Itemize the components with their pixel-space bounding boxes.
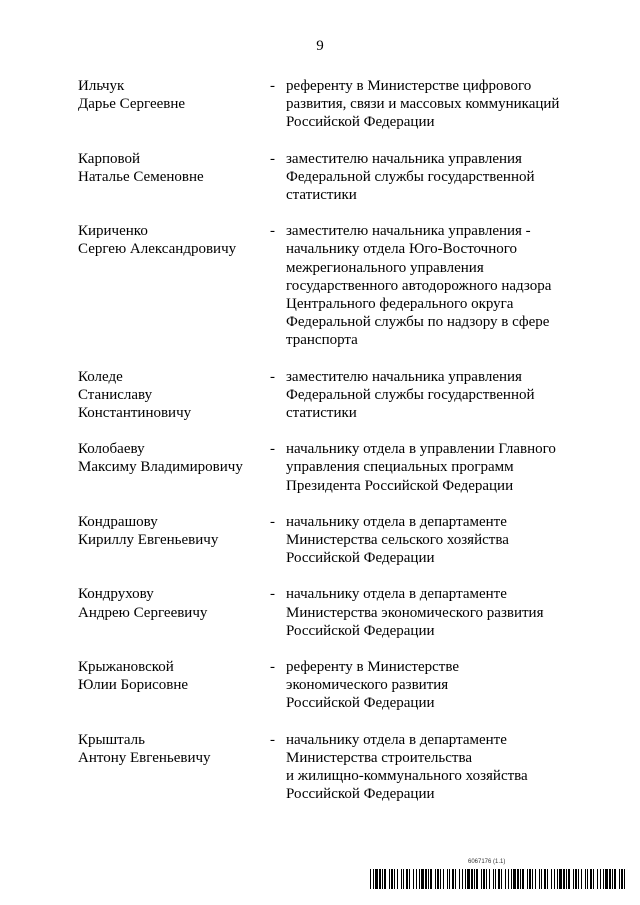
position-title-line: Российской Федерации (286, 114, 435, 131)
person-name-line: Кондрашову (78, 513, 158, 530)
person-name (78, 513, 270, 568)
position-title-line: Президента Российской Федерации (286, 477, 514, 494)
position-title-line: Министерства сельского хозяйства (286, 532, 509, 549)
position-title-line: заместителю начальника управления (286, 150, 522, 167)
position-title-line: Российской Федерации (286, 622, 435, 639)
position-title-line: Российской Федерации (286, 550, 435, 567)
list-item (78, 222, 578, 349)
person-name-line: Юлии Борисовне (78, 677, 189, 694)
position-title-line: статистики (286, 187, 357, 204)
person-name-line: Крыжановской (78, 659, 174, 676)
list-item (78, 585, 578, 640)
person-name-line: Андрею Сергеевичу (78, 604, 208, 621)
document-code: 6067176 (1.1) (468, 859, 506, 865)
position-title (286, 731, 578, 804)
separator-dash: - (270, 731, 275, 748)
position-title (286, 585, 578, 640)
person-name (78, 150, 270, 205)
person-name-line: Колобаеву (78, 441, 145, 458)
person-name (78, 440, 270, 495)
position-title-line: начальнику отдела в департаменте (286, 586, 507, 603)
list-item (78, 440, 578, 495)
person-name-line: Кириллу Евгеньевичу (78, 532, 219, 549)
person-name (78, 368, 270, 423)
position-title-line: Российской Федерации (286, 786, 435, 803)
position-title-line: и жилищно-коммунального хозяйства (286, 768, 528, 785)
list-item (78, 368, 578, 423)
list-item (78, 731, 578, 804)
position-title-line: Федеральной службы по надзору в сфере (286, 314, 550, 331)
separator-dash: - (270, 586, 275, 603)
position-title (286, 658, 578, 713)
separator-dash: - (270, 78, 275, 94)
list-item (78, 150, 578, 205)
position-title (286, 368, 578, 423)
person-name-line: Крышталь (78, 731, 145, 748)
person-name (78, 731, 270, 804)
position-title-line: референту в Министерстве цифрового (286, 78, 532, 94)
position-title-line: начальнику отдела в департаменте (286, 513, 507, 530)
list-item (78, 77, 578, 132)
position-title-line: транспорта (286, 332, 358, 349)
person-name-line: Сергею Александровичу (78, 241, 237, 258)
position-title (286, 222, 578, 349)
person-name-line: Станиславу (78, 386, 153, 403)
position-title-line: начальнику отдела в управлении Главного (286, 441, 556, 458)
person-name (78, 222, 270, 349)
position-title-line: Федеральной службы государственной (286, 386, 535, 403)
person-name-line: Кириченко (78, 223, 148, 240)
position-title-line: Центрального федерального округа (286, 296, 514, 313)
separator-dash: - (270, 513, 275, 530)
person-name-line: Кондрухову (78, 586, 154, 603)
separator-dash: - (270, 659, 275, 676)
barcode-icon (370, 869, 626, 889)
position-title-line: Министерства строительства (286, 749, 473, 766)
person-name-line: Дарье Сергеевне (78, 96, 186, 113)
position-title-line: референту в Министерстве (286, 659, 459, 676)
position-title-line: Федеральной службы государственной (286, 168, 535, 185)
person-name-line: Наталье Семеновне (78, 168, 204, 185)
position-title (286, 513, 578, 568)
position-title-line: Министерства экономического развития (286, 604, 544, 621)
person-name-line: Антону Евгеньевичу (78, 749, 211, 766)
position-title-line: начальнику отдела в департаменте (286, 731, 507, 748)
list-item (78, 658, 578, 713)
person-name (78, 585, 270, 640)
person-name-line: Карповой (78, 150, 140, 167)
list-item (78, 513, 578, 568)
position-title-line: государственного автодорожного надзора (286, 277, 552, 294)
position-title (286, 150, 578, 205)
separator-dash: - (270, 368, 275, 385)
person-name-line: Максиму Владимировичу (78, 459, 243, 476)
award-list (78, 77, 578, 822)
person-name-line: Константиновичу (78, 405, 192, 422)
position-title-line: развития, связи и массовых коммуникаций (286, 96, 560, 113)
person-name (78, 658, 270, 713)
person-name-line: Коледе (78, 368, 123, 385)
separator-dash: - (270, 150, 275, 167)
person-name-line: Ильчук (78, 78, 125, 94)
position-title-line: межрегионального управления (286, 259, 484, 276)
separator-dash: - (270, 223, 275, 240)
position-title-line: Российской Федерации (286, 695, 435, 712)
position-title (286, 440, 578, 495)
position-title-line: начальнику отдела Юго-Восточного (286, 241, 518, 258)
position-title-line: экономического развития (286, 677, 449, 694)
position-title-line: заместителю начальника управления - (286, 223, 531, 240)
page-number: 9 (316, 38, 324, 54)
person-name (78, 77, 270, 132)
position-title-line: статистики (286, 405, 357, 422)
position-title (286, 77, 578, 132)
document-footer (370, 859, 630, 889)
position-title-line: заместителю начальника управления (286, 368, 522, 385)
separator-dash: - (270, 441, 275, 458)
position-title-line: управления специальных программ (286, 459, 514, 476)
